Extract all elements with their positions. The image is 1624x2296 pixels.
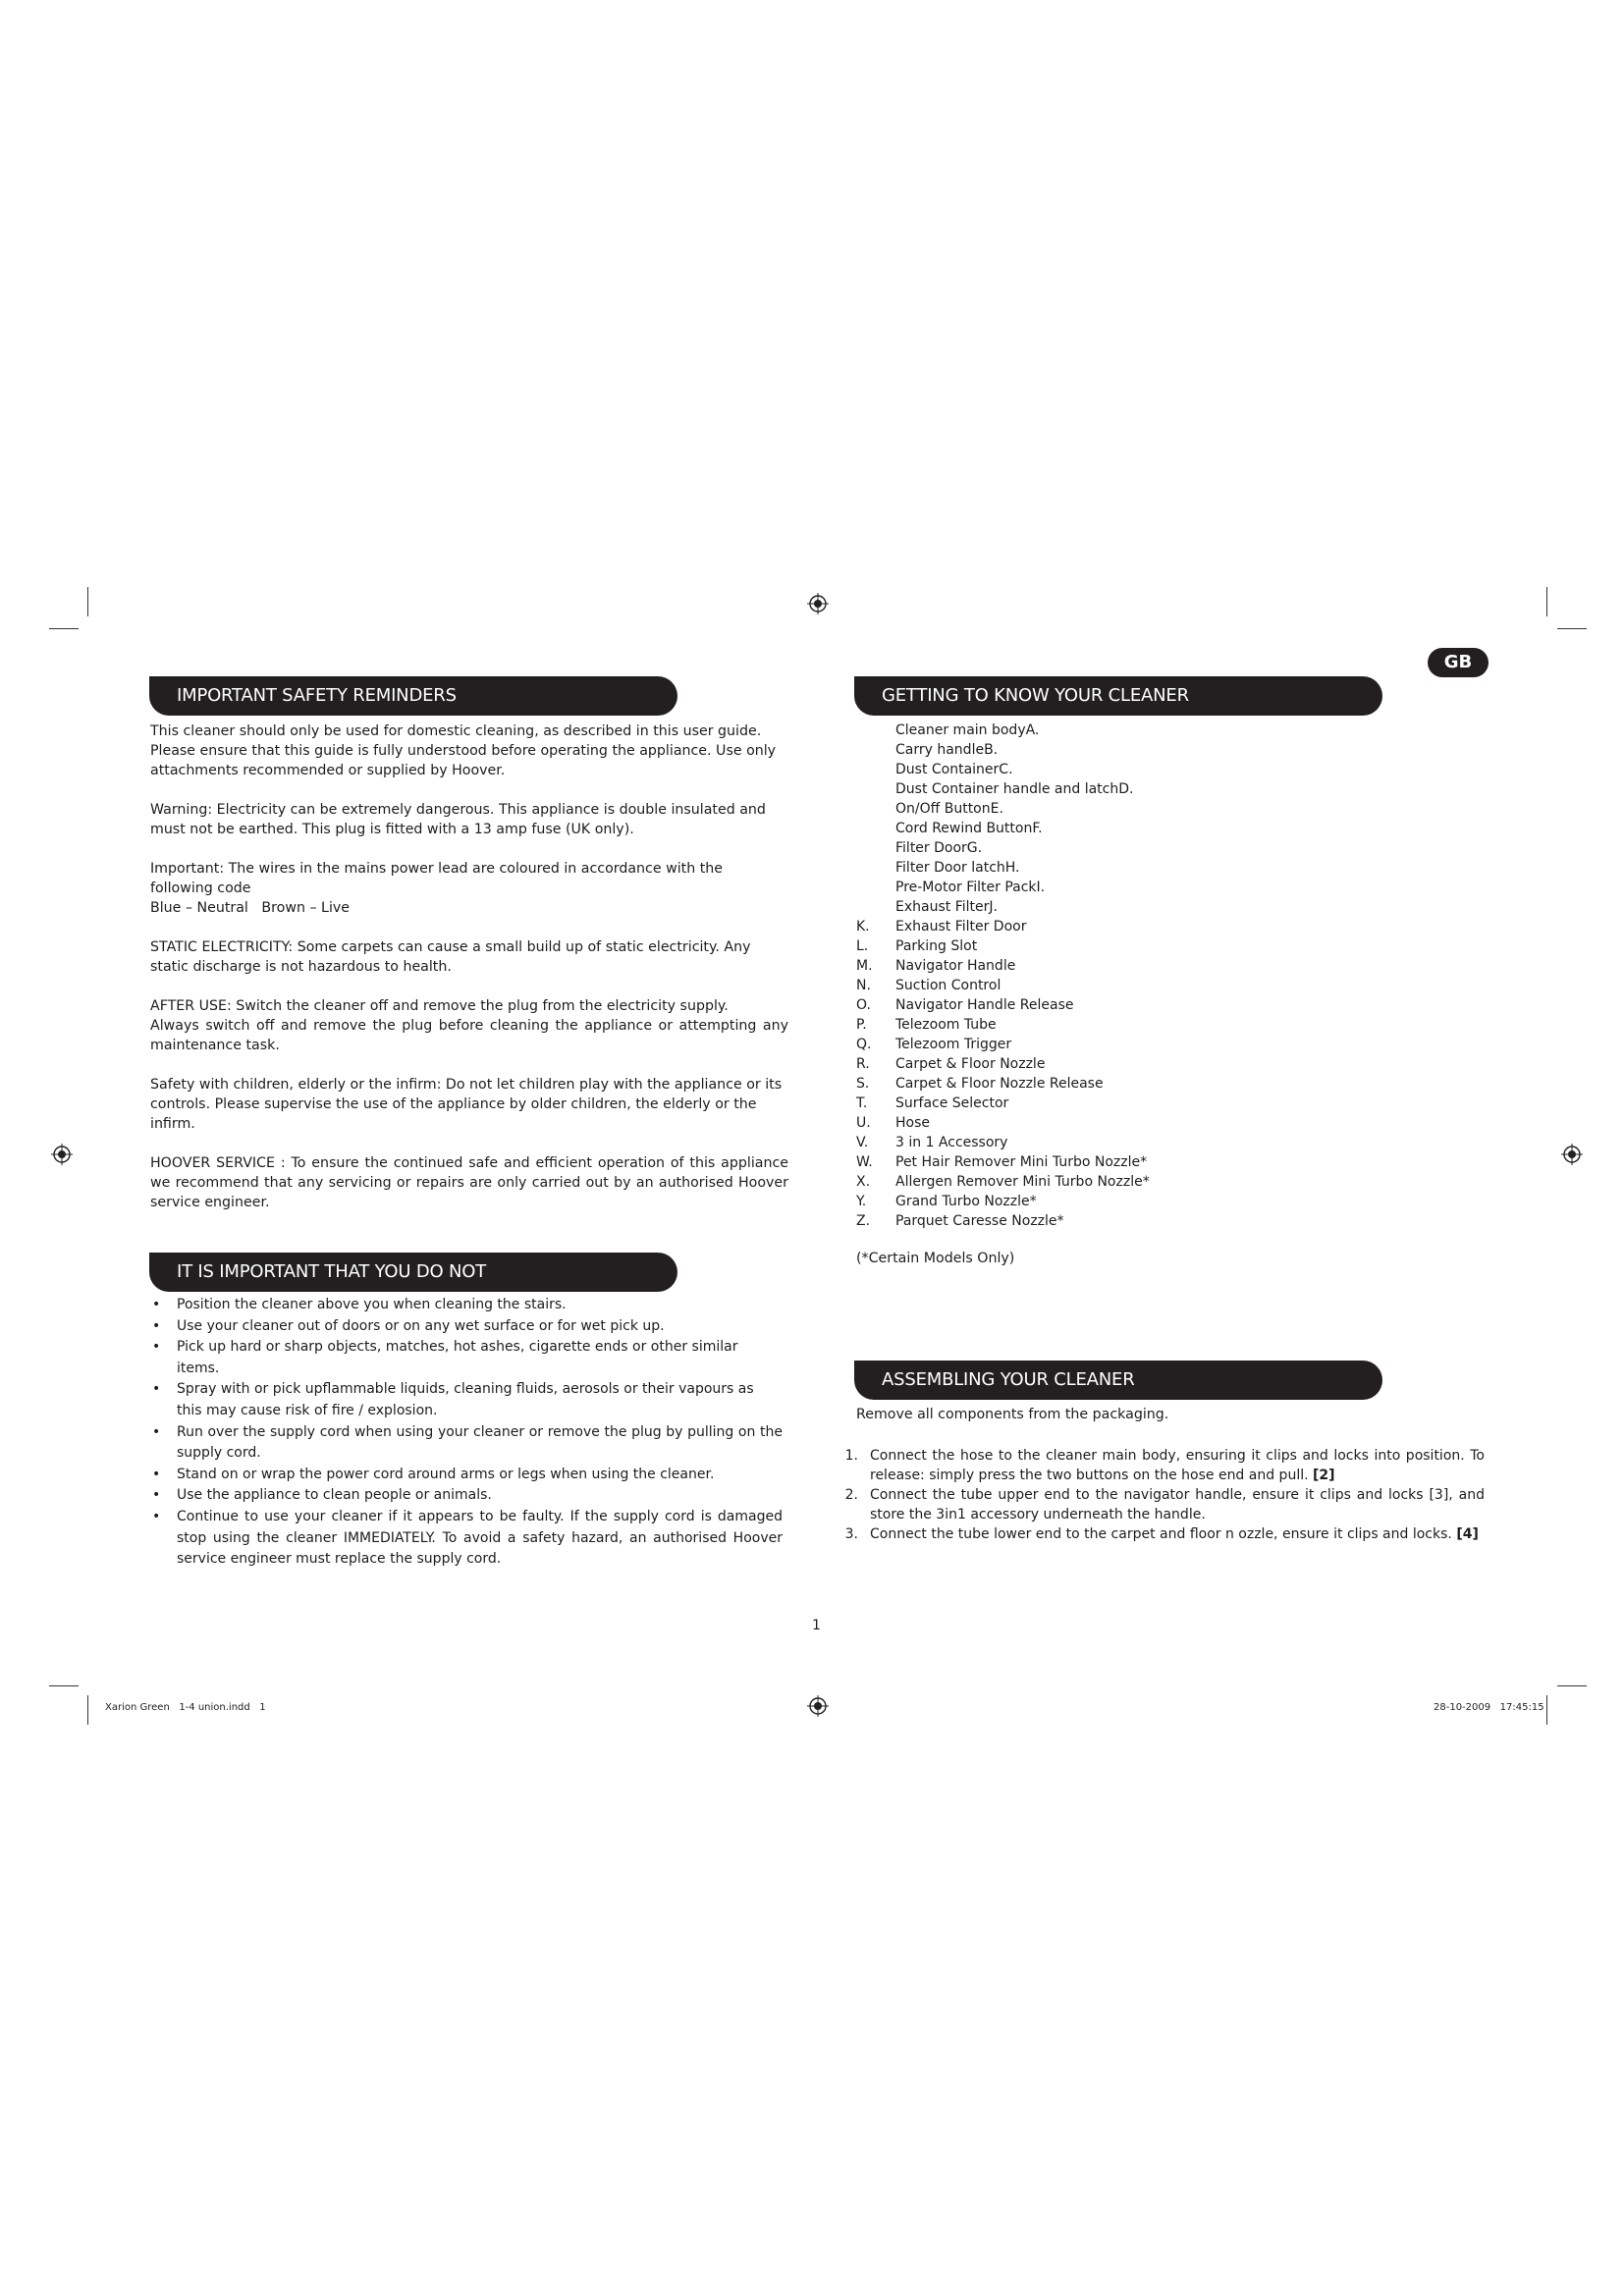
crop-mark (49, 628, 79, 629)
registration-mark-icon (807, 593, 829, 614)
list-item: Y. Grand Turbo Nozzle* (856, 1194, 1037, 1209)
assemble-intro: Remove all components from the packaging. (856, 1407, 1169, 1422)
list-item: Q. Telezoom Trigger (856, 1037, 1012, 1052)
list-item: N. Suction Control (856, 978, 1001, 993)
list-item: T. Surface Selector (856, 1095, 1009, 1111)
list-item: 1. Connect the hose to the cleaner main body, ensuring it clips and locks into position. To release: simply press the two buttons on the hose end and pull. [2] (844, 1448, 1485, 1483)
list-item: • Use your cleaner out of doors or on any wet surface or for wet pick up. (149, 1316, 783, 1338)
crop-mark (87, 587, 88, 616)
list-item: Dust ContainerC. (895, 762, 1013, 777)
language-badge: GB (1428, 648, 1489, 677)
list-item: On/Off ButtonE. (895, 801, 1003, 817)
safety-paragraph: This cleaner should only be used for domestic cleaning, as described in this user guide. Please ensure that this guide is fully understood before operating the appliance. Use only attachments recommended or supplied by Hoover. (150, 723, 777, 778)
crop-mark (1546, 1695, 1547, 1725)
list-item: Z. Parquet Caresse Nozzle* (856, 1213, 1064, 1229)
safety-paragraph: AFTER USE: Switch the cleaner off and remove the plug from the electricity supply. (150, 998, 729, 1014)
print-slug: Xarion Green 1-4 union.indd 1 (105, 1702, 266, 1713)
list-item: O. Navigator Handle Release (856, 997, 1074, 1013)
list-item: Exhaust FilterJ. (895, 899, 998, 915)
list-item: Pre-Motor Filter PackI. (895, 880, 1046, 895)
donot-section-header: IT IS IMPORTANT THAT YOU DO NOT (149, 1253, 677, 1292)
list-item: Dust Container handle and latchD. (895, 781, 1134, 797)
donot-list (149, 1295, 783, 1571)
list-item: W. Pet Hair Remover Mini Turbo Nozzle* (856, 1154, 1148, 1170)
list-item: • Pick up hard or sharp objects, matches, hot ashes, cigarette ends or other similar items. (149, 1337, 783, 1379)
assemble-section-header: ASSEMBLING YOUR CLEANER (854, 1361, 1382, 1400)
list-item: • Spray with or pick upflammable liquids, cleaning fluids, aerosols or their vapours as this may cause risk of fire / explosion. (149, 1379, 783, 1421)
list-item: 2. Connect the tube upper end to the navigator handle, ensure it clips and locks [3], and store the 3in1 accessory underneath the handle. (844, 1487, 1485, 1522)
safety-section (150, 721, 788, 1212)
crop-mark (1546, 587, 1547, 616)
safety-paragraph: Important: The wires in the mains power lead are coloured in accordance with the following code (150, 861, 723, 896)
safety-paragraph: HOOVER SERVICE : To ensure the continued safe and efficient operation of this appliance we recommend that any servicing or repairs are only carried out by an authorised Hoover service engineer. (150, 1155, 788, 1210)
list-item: Filter DoorG. (895, 840, 983, 856)
list-item: • Run over the supply cord when using your cleaner or remove the plug by pulling on the supply cord. (149, 1422, 783, 1465)
registration-mark-icon (51, 1144, 73, 1165)
safety-paragraph: Warning: Electricity can be extremely dangerous. This appliance is double insulated and must not be earthed. This plug is fitted with a 13 amp fuse (UK only). (150, 802, 766, 837)
list-item: U. Hose (856, 1115, 930, 1131)
safety-paragraph: STATIC ELECTRICITY: Some carpets can cause a small build up of static electricity. Any static discharge is not hazardous to health. (150, 939, 751, 975)
list-item: 3. Connect the tube lower end to the carpet and floor n ozzle, ensure it clips and locks. [4] (844, 1526, 1479, 1542)
list-item: R. Carpet & Floor Nozzle (856, 1056, 1046, 1072)
list-item: Filter Door latchH. (895, 860, 1020, 876)
crop-mark (49, 1685, 79, 1686)
list-item: V. 3 in 1 Accessory (856, 1135, 1008, 1150)
assembly-steps (829, 1446, 1485, 1544)
list-item: P. Telezoom Tube (856, 1017, 997, 1033)
safety-section-header: IMPORTANT SAFETY REMINDERS (149, 676, 677, 716)
list-item: Cleaner main bodyA. (895, 722, 1040, 738)
list-item: Carry handleB. (895, 742, 999, 758)
registration-mark-icon (807, 1695, 829, 1717)
safety-paragraph: Blue – Neutral Brown – Live (150, 900, 351, 916)
list-item: S. Carpet & Floor Nozzle Release (856, 1076, 1104, 1092)
list-item: X. Allergen Remover Mini Turbo Nozzle* (856, 1174, 1150, 1190)
list-item: K. Exhaust Filter Door (856, 919, 1027, 934)
safety-paragraph: Safety with children, elderly or the infirm: Do not let children play with the appliance or its controls. Please supervise the use of the appliance by older children, the elderly or the infirm. (150, 1077, 783, 1132)
crop-mark (1557, 1685, 1587, 1686)
registration-mark-icon (1561, 1144, 1583, 1165)
safety-paragraph: Always switch off and remove the plug before cleaning the appliance or attempting any maintenance task. (150, 1018, 788, 1053)
list-item: L. Parking Slot (856, 938, 978, 954)
crop-mark (87, 1695, 88, 1725)
list-item: • Position the cleaner above you when cleaning the stairs. (149, 1295, 783, 1316)
list-item: • Continue to use your cleaner if it appears to be faulty. If the supply cord is damaged stop using the cleaner IMMEDIATELY. To avoid a safety hazard, an authorised Hoover service engineer must replace the supply cord. (149, 1507, 783, 1571)
list-item: M. Navigator Handle (856, 958, 1016, 974)
page-number: 1 (812, 1618, 821, 1633)
print-date: 28-10-2009 17:45:15 (1434, 1702, 1544, 1713)
know-section-header: GETTING TO KNOW YOUR CLEANER (854, 676, 1382, 716)
list-item: Cord Rewind ButtonF. (895, 821, 1043, 836)
list-item: • Use the appliance to clean people or animals. (149, 1485, 783, 1507)
parts-list (856, 721, 1406, 1231)
certain-models-note: (*Certain Models Only) (856, 1251, 1015, 1266)
crop-mark (1557, 628, 1587, 629)
list-item: • Stand on or wrap the power cord around arms or legs when using the cleaner. (149, 1465, 783, 1486)
